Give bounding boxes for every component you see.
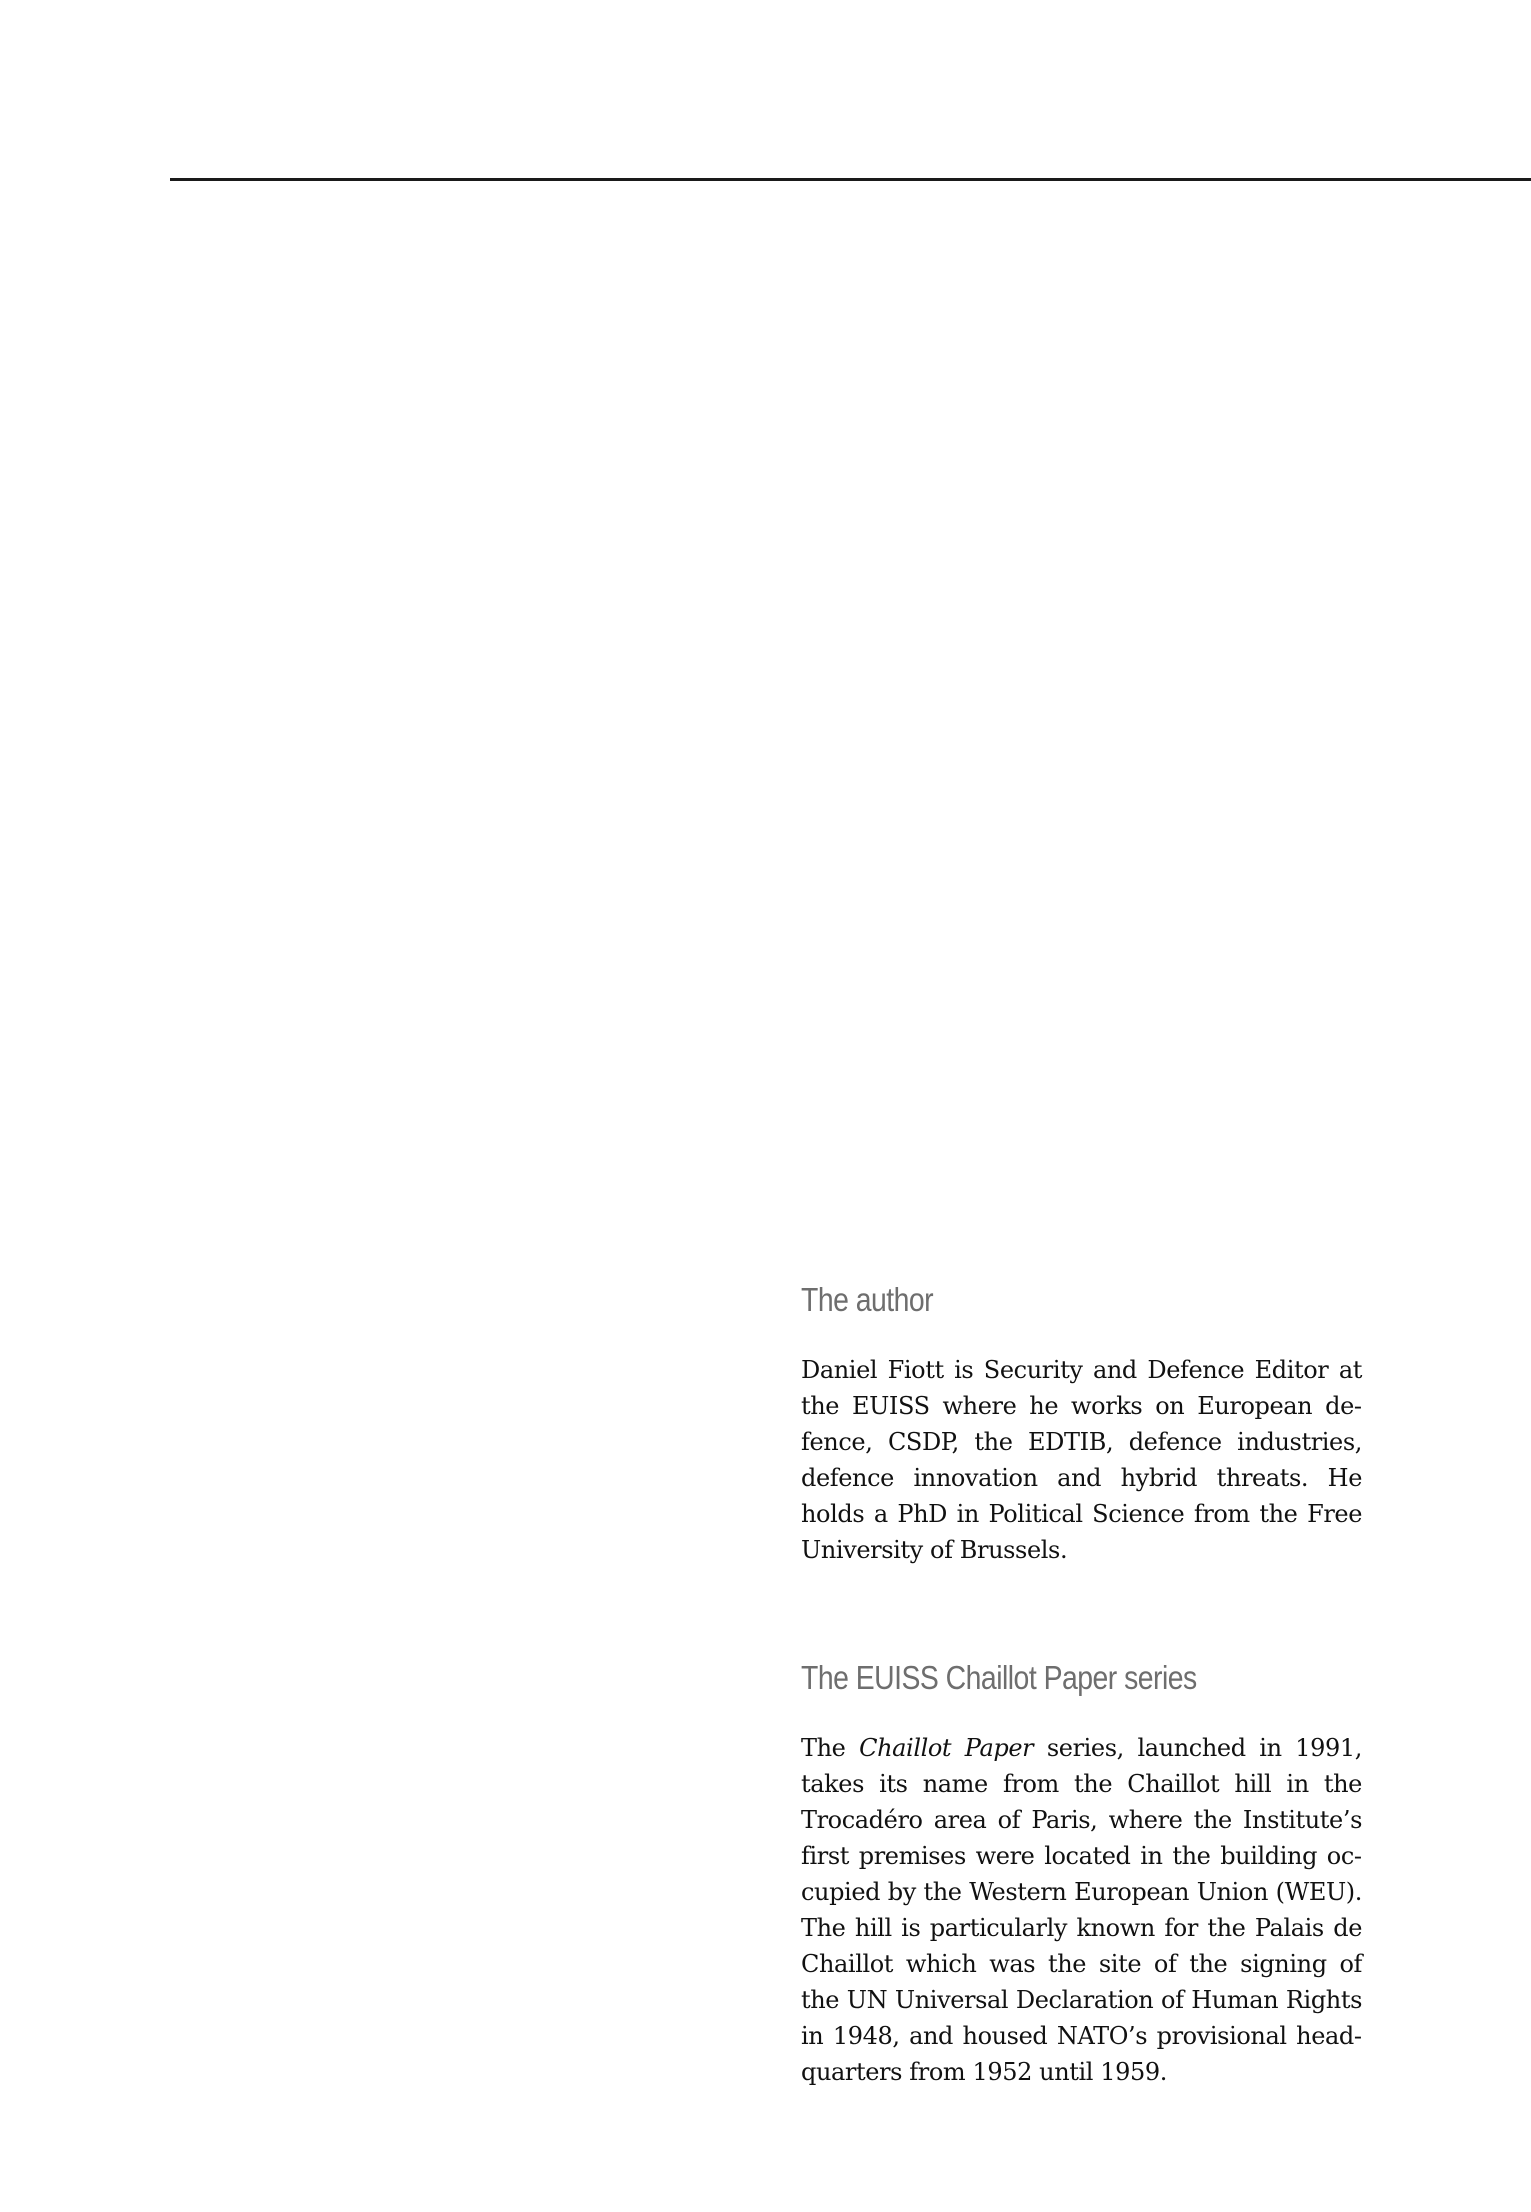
series-title-italic: Chaillot Paper [859,1734,1034,1762]
author-section [801,1280,1362,1568]
series-text-rest: series, launched in 1991, takes its name from the Chaillot hill in the Trocadéro area of Paris, where the Institute’s first premises were located in the building occupied by the Western European Union (WEU). The hill is particularly known for the Palais de Chaillot which was the site of the signing of the UN Universal Declaration of Human Rights in 1948, and housed NATO’s provisional headquarters from 1952 until 1959. [801,1734,1362,2086]
series-section [801,1658,1362,2090]
series-heading: The EUISS Chaillot Paper series [801,1659,1197,1696]
author-heading: The author [801,1281,934,1318]
top-rule [170,178,1531,181]
series-text-intro: The [801,1734,860,1762]
author-bio: Daniel Fiott is Security and Defence Editor at the EUISS where he works on European defence, CSDP, the EDTIB, defence industries, defence innovation and hybrid threats. He holds a PhD in Political Science from the Free University of Brussels. [801,1356,1362,1564]
series-description [801,1730,1362,2090]
